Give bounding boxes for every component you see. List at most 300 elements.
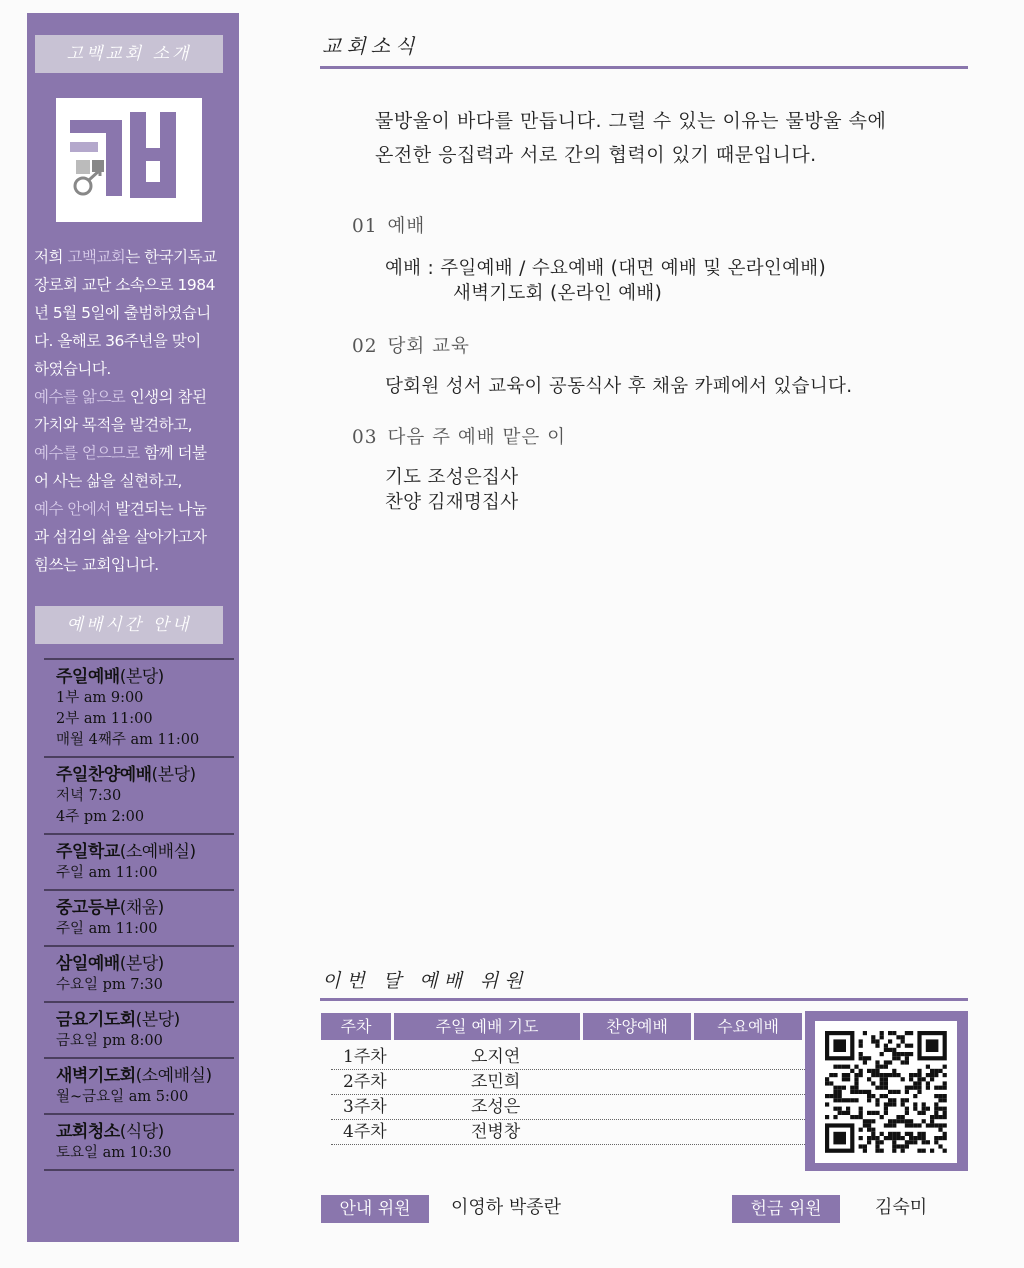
qr-code[interactable] — [815, 1021, 957, 1163]
qr-module — [884, 1060, 888, 1064]
committee-title: 이번 달 예배 위원 — [322, 970, 529, 992]
qr-module — [938, 1136, 942, 1140]
qr-module — [875, 1060, 879, 1064]
qr-module — [934, 1069, 938, 1073]
qr-module — [917, 1069, 921, 1073]
qr-module — [833, 1039, 846, 1052]
row-week: 3주차 — [343, 1097, 387, 1117]
service-title: 새벽기도회 — [56, 1066, 136, 1086]
news-intro — [375, 104, 945, 172]
service-time: 4주 pm 2:00 — [56, 809, 145, 825]
qr-module — [884, 1086, 888, 1090]
service-time: 주일 am 11:00 — [56, 921, 158, 937]
qr-module — [833, 1086, 837, 1090]
header-sunday-prayer: 주일 예배 기도 — [394, 1013, 580, 1040]
qr-module — [867, 1111, 871, 1115]
intro-line — [34, 271, 234, 299]
qr-module — [875, 1149, 879, 1153]
intro-line — [34, 411, 234, 439]
qr-module — [934, 1140, 938, 1144]
qr-module — [859, 1039, 863, 1043]
intro-highlight: 고백교회 — [67, 248, 126, 266]
qr-module — [922, 1132, 926, 1136]
qr-module — [917, 1123, 921, 1127]
service-time: 월~금요일 am 5:00 — [56, 1089, 189, 1105]
qr-module — [863, 1144, 867, 1148]
qr-module — [905, 1056, 909, 1060]
qr-module — [888, 1073, 892, 1077]
qr-code-icon — [815, 1021, 957, 1163]
qr-module — [833, 1065, 837, 1069]
service-place: (본당) — [119, 954, 164, 974]
qr-module — [934, 1136, 938, 1140]
qr-module — [884, 1081, 888, 1085]
qr-module — [901, 1119, 905, 1123]
qr-module — [930, 1077, 934, 1081]
qr-module — [905, 1119, 909, 1123]
qr-module — [842, 1111, 846, 1115]
qr-module — [825, 1077, 829, 1081]
qr-module — [917, 1132, 921, 1136]
news-intro-line: 온전한 응집력과 서로 간의 협력이 있기 때문입니다. — [375, 144, 817, 166]
qr-module — [838, 1065, 842, 1069]
qr-module — [922, 1111, 926, 1115]
qr-module — [896, 1073, 900, 1077]
section-title: 예배 — [387, 216, 426, 237]
qr-module — [892, 1119, 896, 1123]
qr-module — [884, 1094, 888, 1098]
qr-module — [909, 1077, 913, 1081]
qr-module — [905, 1140, 909, 1144]
qr-module — [833, 1107, 837, 1111]
title-divider — [320, 66, 968, 69]
qr-module — [896, 1144, 900, 1148]
qr-module — [926, 1065, 930, 1069]
service-name — [56, 1121, 234, 1143]
qr-module — [880, 1086, 884, 1090]
qr-module — [905, 1031, 909, 1035]
qr-module — [838, 1090, 842, 1094]
service-name — [56, 897, 234, 919]
qr-module — [934, 1086, 938, 1090]
section-number: 02 — [352, 336, 378, 357]
qr-module — [943, 1111, 947, 1115]
qr-module — [943, 1149, 947, 1153]
service-time: 수요일 pm 7:30 — [56, 977, 163, 993]
qr-module — [934, 1094, 938, 1098]
table-row — [331, 1070, 805, 1095]
qr-module — [863, 1119, 867, 1123]
qr-module — [905, 1044, 909, 1048]
qr-module — [842, 1065, 846, 1069]
service-item — [44, 756, 234, 833]
qr-module — [934, 1115, 938, 1119]
qr-module — [859, 1069, 863, 1073]
qr-module — [842, 1086, 846, 1090]
qr-module — [859, 1111, 863, 1115]
qr-module — [871, 1094, 875, 1098]
service-place: (식당) — [119, 1122, 164, 1142]
qr-module — [922, 1107, 926, 1111]
qr-module — [892, 1090, 896, 1094]
qr-module — [838, 1094, 842, 1098]
section-line: 새벽기도회 (온라인 예배) — [453, 283, 663, 304]
intro-highlight: 예수를 얻으므로 — [34, 444, 140, 462]
qr-module — [913, 1140, 917, 1144]
qr-module — [880, 1073, 884, 1077]
service-time: 저녁 7:30 — [56, 788, 122, 804]
qr-module — [880, 1081, 884, 1085]
intro-text: 가치와 목적을 발견하고, — [34, 416, 193, 434]
intro-line — [34, 243, 234, 271]
qr-module — [875, 1086, 879, 1090]
intro-line — [34, 467, 234, 495]
qr-module — [892, 1056, 896, 1060]
qr-module — [909, 1119, 913, 1123]
qr-module — [909, 1073, 913, 1077]
row-prayer: 조민희 — [471, 1072, 521, 1092]
qr-module — [863, 1031, 867, 1035]
qr-module — [867, 1098, 871, 1102]
qr-module — [913, 1094, 917, 1098]
qr-module — [888, 1136, 892, 1140]
sidebar — [27, 13, 239, 1242]
qr-module — [867, 1119, 871, 1123]
service-item — [44, 1113, 234, 1171]
qr-module — [917, 1111, 921, 1115]
qr-module — [888, 1123, 892, 1127]
section-line: 예배 : 주일예배 / 수요예배 (대면 예배 및 온라인예배) — [385, 258, 826, 279]
qr-module — [859, 1115, 863, 1119]
qr-module — [909, 1044, 913, 1048]
qr-module — [825, 1081, 829, 1085]
qr-module — [846, 1098, 850, 1102]
qr-module — [867, 1056, 871, 1060]
qr-module — [917, 1073, 921, 1077]
qr-module — [930, 1149, 934, 1153]
qr-module — [896, 1119, 900, 1123]
qr-module — [880, 1052, 884, 1056]
qr-module — [871, 1039, 875, 1043]
services-heading: 예배시간 안내 — [35, 606, 223, 644]
qr-module — [880, 1115, 884, 1119]
qr-module — [859, 1052, 863, 1056]
qr-module — [930, 1123, 934, 1127]
header-wednesday-worship: 수요예배 — [694, 1013, 802, 1040]
service-place: (소예배실) — [119, 842, 196, 862]
qr-module — [934, 1107, 938, 1111]
intro-line — [34, 355, 234, 383]
row-prayer: 오지연 — [471, 1047, 521, 1067]
qr-module — [884, 1107, 888, 1111]
qr-module — [833, 1073, 837, 1077]
qr-module — [859, 1136, 863, 1140]
qr-module — [909, 1136, 913, 1140]
qr-module — [926, 1140, 930, 1144]
row-prayer: 조성은 — [471, 1097, 521, 1117]
qr-module — [854, 1098, 858, 1102]
qr-module — [867, 1140, 871, 1144]
qr-module — [884, 1123, 888, 1127]
qr-module — [846, 1107, 850, 1111]
qr-module — [854, 1090, 858, 1094]
header-week: 주차 — [321, 1013, 391, 1040]
qr-module — [875, 1065, 879, 1069]
qr-module — [833, 1115, 837, 1119]
service-item — [44, 1057, 234, 1113]
service-name — [56, 953, 234, 975]
qr-module — [934, 1111, 938, 1115]
qr-module — [871, 1111, 875, 1115]
service-name — [56, 1065, 234, 1087]
qr-module — [901, 1115, 905, 1119]
qr-module — [901, 1039, 905, 1043]
qr-module — [926, 1086, 930, 1090]
qr-module — [888, 1090, 892, 1094]
qr-module — [846, 1065, 850, 1069]
section-number: 01 — [352, 216, 378, 237]
qr-module — [875, 1144, 879, 1148]
qr-module — [901, 1098, 905, 1102]
committee-divider — [320, 998, 968, 1001]
qr-module — [880, 1031, 884, 1035]
news-intro-line: 물방울이 바다를 만듭니다. 그럴 수 있는 이유는 물방울 속에 — [375, 110, 887, 132]
service-time: 2부 am 11:00 — [56, 711, 153, 727]
qr-module — [888, 1132, 892, 1136]
qr-module — [884, 1077, 888, 1081]
qr-module — [901, 1144, 905, 1148]
intro-text: 인생의 참된 — [125, 388, 207, 406]
qr-module — [905, 1107, 909, 1111]
qr-module — [880, 1140, 884, 1144]
qr-module — [905, 1086, 909, 1090]
qr-module — [880, 1035, 884, 1039]
qr-module — [854, 1073, 858, 1077]
qr-module — [838, 1086, 842, 1090]
qr-module — [922, 1119, 926, 1123]
offering-names: 김숙미 — [875, 1197, 928, 1218]
qr-module — [829, 1094, 833, 1098]
qr-module — [909, 1123, 913, 1127]
qr-module — [850, 1115, 854, 1119]
section-title: 다음 주 예배 맡은 이 — [387, 427, 567, 448]
service-time: 토요일 am 10:30 — [56, 1145, 172, 1161]
qr-module — [825, 1115, 829, 1119]
qr-module — [905, 1060, 909, 1064]
qr-module — [934, 1102, 938, 1106]
qr-module — [884, 1048, 888, 1052]
section-body-worship — [385, 256, 826, 306]
logo-icon — [56, 98, 202, 222]
qr-module — [888, 1060, 892, 1064]
section-heading-worship — [352, 212, 425, 238]
qr-module — [867, 1136, 871, 1140]
qr-module — [922, 1136, 926, 1140]
intro-text: 년 5월 5일에 출범하였습니 — [34, 304, 211, 322]
intro-line — [34, 439, 234, 467]
qr-module — [934, 1123, 938, 1127]
qr-module — [871, 1073, 875, 1077]
intro-text: 함께 더불 — [139, 444, 207, 462]
service-name — [56, 666, 234, 688]
intro-heading: 고백교회 소개 — [35, 35, 223, 73]
qr-module — [938, 1115, 942, 1119]
row-week: 1주차 — [343, 1047, 387, 1067]
qr-module — [867, 1094, 871, 1098]
qr-module — [871, 1128, 875, 1132]
qr-module — [905, 1111, 909, 1115]
qr-module — [901, 1077, 905, 1081]
intro-text: 장로회 교단 소속으로 1984 — [34, 276, 215, 294]
qr-module — [888, 1098, 892, 1102]
qr-module — [905, 1052, 909, 1056]
qr-module — [913, 1107, 917, 1111]
intro-line — [34, 327, 234, 355]
section-heading-education — [352, 332, 470, 358]
qr-module — [938, 1098, 942, 1102]
qr-module — [913, 1081, 917, 1085]
qr-module — [905, 1144, 909, 1148]
qr-module — [884, 1102, 888, 1106]
service-place: (본당) — [151, 765, 196, 785]
service-title: 삼일예배 — [56, 954, 120, 974]
qr-module — [867, 1128, 871, 1132]
qr-module — [913, 1102, 917, 1106]
guide-names: 이영하 박종란 — [451, 1197, 562, 1218]
qr-module — [880, 1094, 884, 1098]
qr-module — [850, 1069, 854, 1073]
qr-module — [892, 1073, 896, 1077]
qr-module — [884, 1044, 888, 1048]
service-time: 1부 am 9:00 — [56, 690, 144, 706]
qr-module — [938, 1069, 942, 1073]
qr-module — [892, 1052, 896, 1056]
qr-module — [833, 1132, 846, 1145]
qr-module — [926, 1081, 930, 1085]
qr-module — [943, 1107, 947, 1111]
qr-module — [930, 1069, 934, 1073]
qr-module — [892, 1144, 896, 1148]
service-item — [44, 945, 234, 1001]
qr-module — [938, 1086, 942, 1090]
qr-module — [884, 1136, 888, 1140]
service-place: (채움) — [119, 898, 164, 918]
qr-module — [917, 1081, 921, 1085]
qr-module — [892, 1031, 896, 1035]
qr-module — [943, 1136, 947, 1140]
qr-module — [892, 1136, 896, 1140]
qr-module — [871, 1132, 875, 1136]
qr-module — [930, 1073, 934, 1077]
intro-text: 다. 올해로 36주년을 맞이 — [34, 332, 201, 350]
qr-module — [871, 1136, 875, 1140]
service-title: 주일학교 — [56, 842, 120, 862]
qr-module — [892, 1123, 896, 1127]
intro-highlight: 예수를 앎으로 — [34, 388, 126, 406]
qr-module — [943, 1115, 947, 1119]
qr-module — [909, 1140, 913, 1144]
church-introduction — [34, 243, 234, 579]
intro-line — [34, 551, 234, 579]
church-logo — [56, 98, 202, 222]
qr-module — [854, 1115, 858, 1119]
qr-module — [871, 1119, 875, 1123]
qr-module — [943, 1098, 947, 1102]
service-time: 매월 4째주 am 11:00 — [56, 732, 200, 748]
qr-module — [875, 1039, 879, 1043]
qr-module — [892, 1069, 896, 1073]
qr-module — [875, 1069, 879, 1073]
service-title: 금요기도회 — [56, 1010, 136, 1030]
qr-module — [909, 1031, 913, 1035]
qr-module — [917, 1136, 921, 1140]
qr-module — [875, 1140, 879, 1144]
service-time: 주일 am 11:00 — [56, 865, 158, 881]
qr-module — [938, 1128, 942, 1132]
qr-module — [871, 1081, 875, 1085]
qr-module — [842, 1077, 846, 1081]
qr-module — [934, 1073, 938, 1077]
table-row — [331, 1095, 805, 1120]
intro-text: 과 섬김의 삶을 살아가고자 — [34, 528, 207, 546]
qr-module — [926, 1123, 930, 1127]
qr-module — [880, 1077, 884, 1081]
qr-module — [930, 1119, 934, 1123]
qr-module — [859, 1107, 863, 1111]
qr-module — [896, 1052, 900, 1056]
service-item — [44, 1001, 234, 1057]
qr-module — [913, 1086, 917, 1090]
intro-text: 어 사는 삶을 실현하고, — [34, 472, 182, 490]
row-week: 4주차 — [343, 1122, 387, 1142]
section-body-education — [385, 374, 852, 399]
service-title: 교회청소 — [56, 1122, 120, 1142]
qr-module — [888, 1039, 892, 1043]
qr-module — [850, 1098, 854, 1102]
service-place: (본당) — [119, 667, 164, 687]
service-name — [56, 764, 234, 786]
qr-module — [846, 1073, 850, 1077]
qr-module — [867, 1069, 871, 1073]
intro-line — [34, 523, 234, 551]
header-praise-worship: 찬양예배 — [583, 1013, 691, 1040]
qr-module — [901, 1136, 905, 1140]
qr-module — [896, 1044, 900, 1048]
section-body-next-week — [385, 465, 518, 515]
service-item — [44, 833, 234, 889]
qr-module — [917, 1149, 921, 1153]
qr-module — [922, 1102, 926, 1106]
qr-module — [825, 1094, 829, 1098]
qr-module — [846, 1077, 850, 1081]
qr-module — [867, 1090, 871, 1094]
qr-module — [867, 1123, 871, 1127]
qr-module — [842, 1098, 846, 1102]
qr-module — [922, 1149, 926, 1153]
qr-module — [871, 1069, 875, 1073]
table-row — [331, 1120, 805, 1145]
qr-module — [833, 1094, 837, 1098]
qr-module — [863, 1090, 867, 1094]
intro-line — [34, 495, 234, 523]
qr-module — [880, 1065, 884, 1069]
qr-module — [871, 1035, 875, 1039]
qr-module — [917, 1086, 921, 1090]
qr-module — [905, 1098, 909, 1102]
qr-module — [901, 1149, 905, 1153]
qr-module — [888, 1119, 892, 1123]
qr-module — [926, 1107, 930, 1111]
